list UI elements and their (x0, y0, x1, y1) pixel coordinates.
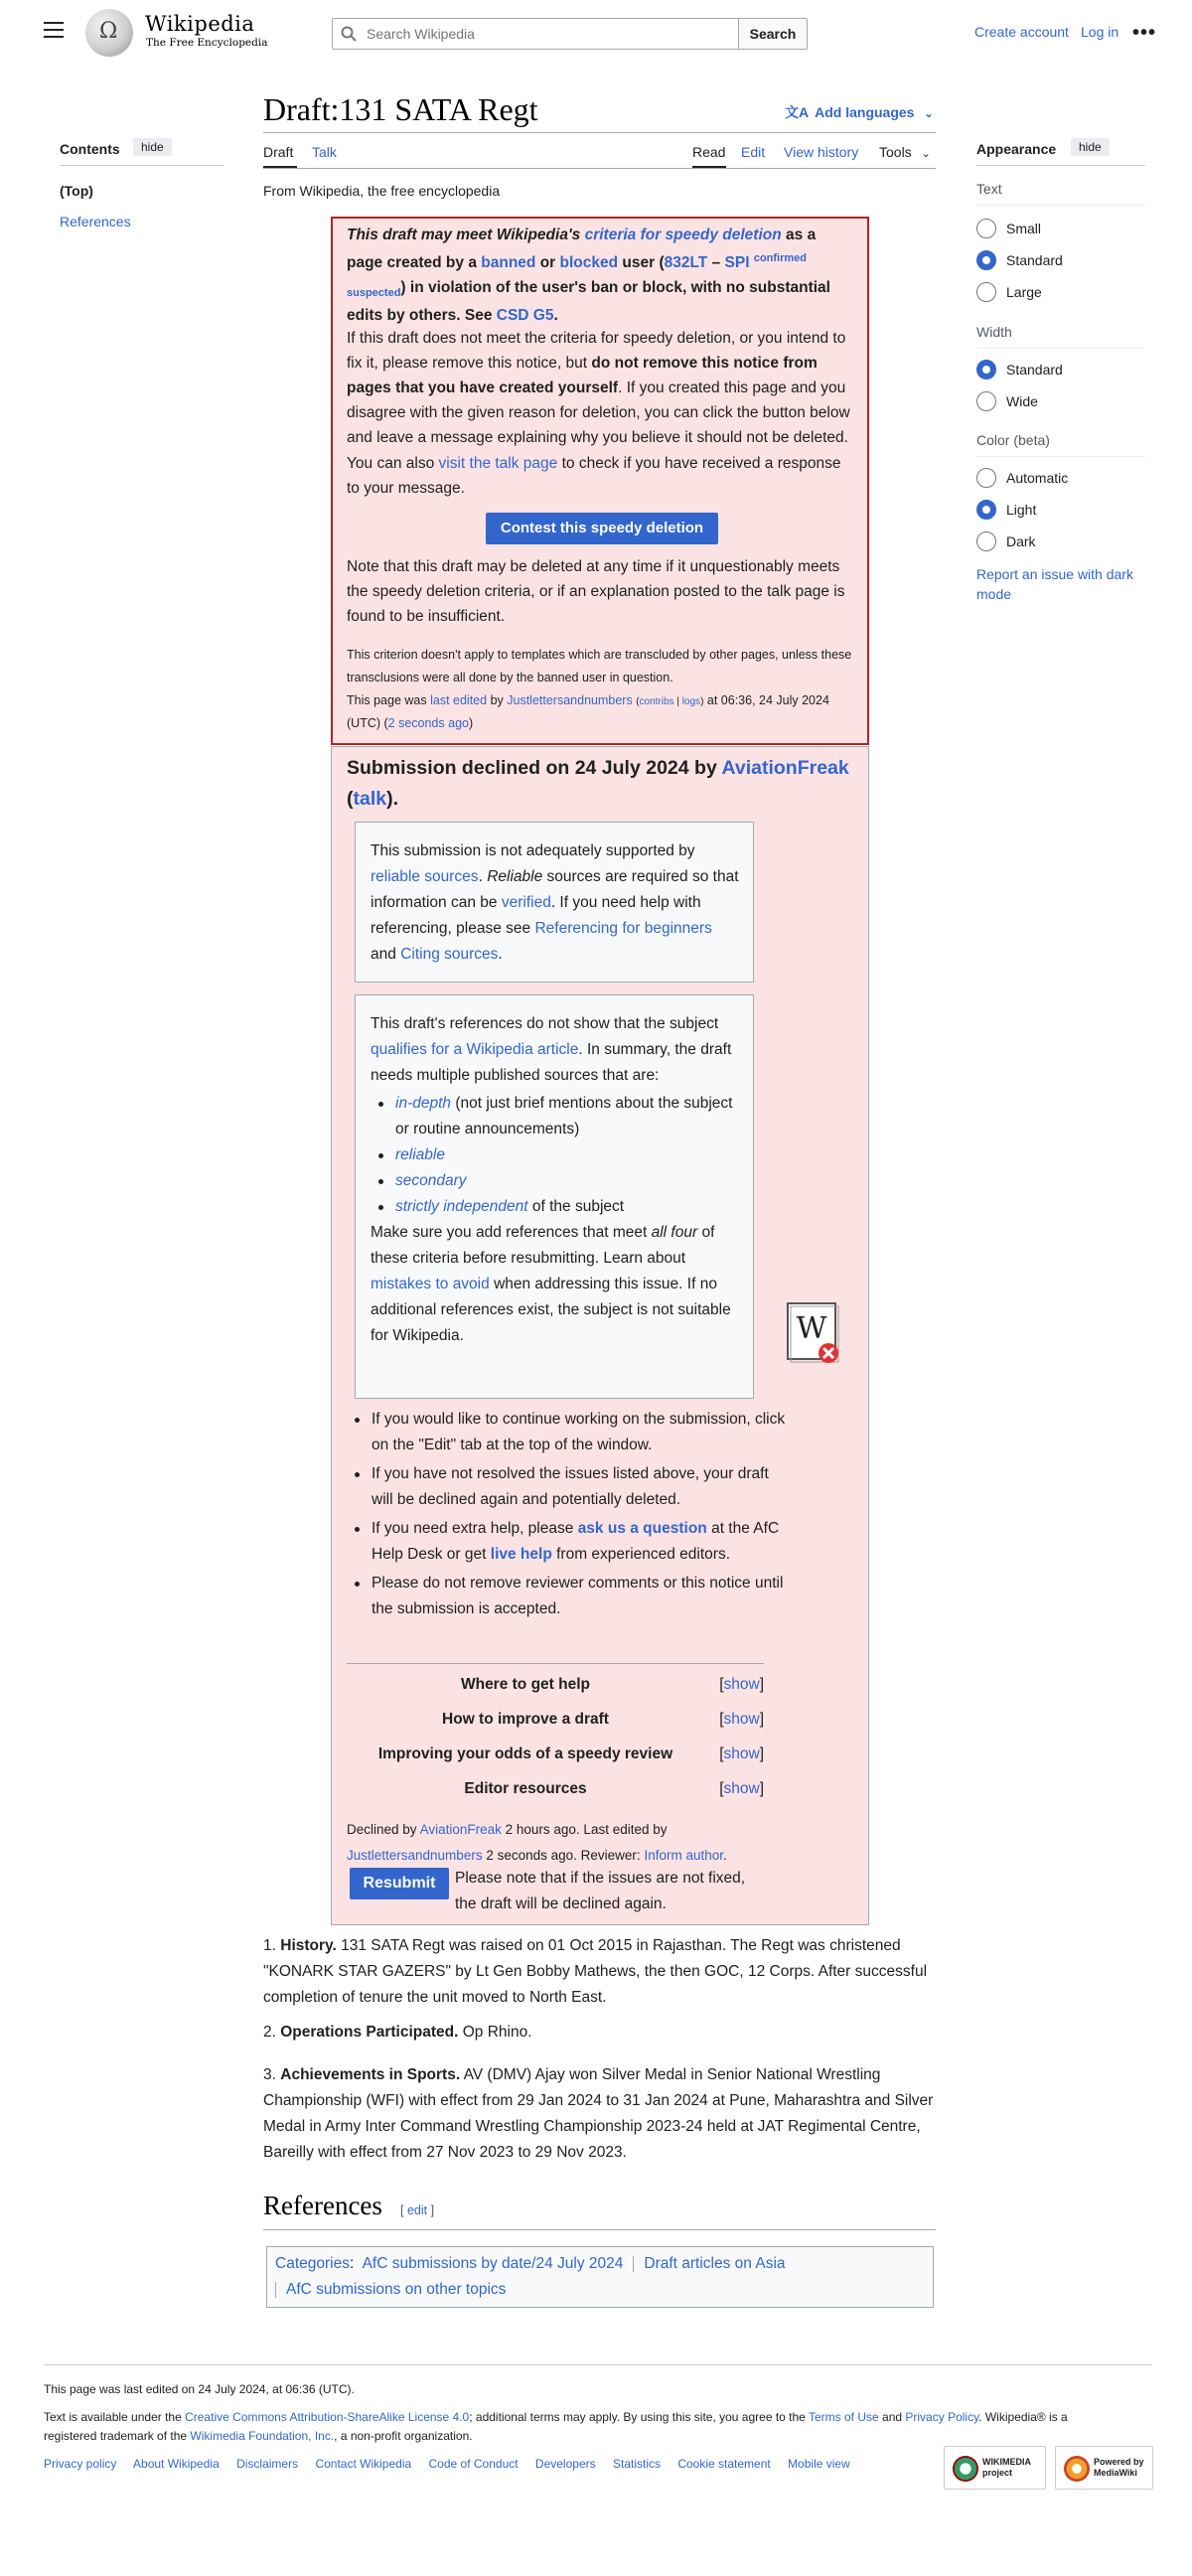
search-button[interactable]: Search (738, 18, 808, 50)
color-automatic[interactable] (976, 468, 1068, 488)
reason-text: . In summary, the draft needs multiple published sources that are: (371, 1041, 732, 1085)
blocked-link[interactable]: blocked (559, 254, 619, 272)
section-text: Op Rhino. (462, 2024, 532, 2041)
reason-text: . (498, 946, 503, 964)
contribs-link[interactable]: contribs (639, 696, 674, 707)
qualifies-for-article-link[interactable]: qualifies for a Wikipedia article (371, 1041, 579, 1059)
appearance-divider (976, 165, 1145, 166)
citing-sources-link[interactable]: Citing sources (400, 946, 499, 964)
show-toggle[interactable]: [show] (719, 1676, 764, 1693)
reliable-link[interactable]: reliable (395, 1146, 445, 1164)
wikimedia-foundation-link[interactable]: Wikimedia Foundation, Inc. (190, 2428, 335, 2443)
color-divider (976, 456, 1145, 457)
declined-text: 2 seconds ago. Reviewer: (486, 1847, 641, 1863)
tab-read[interactable]: Read (692, 144, 726, 160)
decline-instructions (372, 1407, 791, 1622)
privacy-policy-link[interactable]: Privacy Policy (905, 2410, 979, 2424)
category-separator (275, 2282, 276, 2298)
section-sports (263, 2062, 936, 2166)
category-separator (633, 2256, 634, 2272)
wikipedia-globe-logo[interactable]: Ω (85, 9, 133, 57)
radio-icon (976, 219, 996, 238)
list-item: Please do not remove reviewer comments or this notice until the submission is accepted. (372, 1571, 791, 1622)
radio-checked-icon (976, 360, 996, 379)
text-size-label: Text (976, 181, 1002, 197)
reviewer-link[interactable]: AviationFreak (721, 757, 849, 779)
help-row-speedy-review (347, 1745, 764, 1767)
show-link[interactable]: show (723, 1676, 760, 1693)
footer-link-mobile-view[interactable]: Mobile view (788, 2457, 850, 2471)
reason-text: of these criteria before resubmitting. Learn about (371, 1224, 715, 1268)
csd-text: ) (468, 715, 474, 730)
referencing-for-beginners-link[interactable]: Referencing for beginners (534, 920, 712, 938)
help-row-where-to-get-help (347, 1676, 764, 1698)
reliable-sources-link[interactable]: reliable sources (371, 868, 479, 886)
csd-text: at 06:36, 24 July 2024 (UTC) ( (347, 693, 829, 730)
license-text: ; additional terms may apply. By using this site, you agree to the (469, 2410, 806, 2424)
criteria-text: (not just brief mentions about the subject or routine announcements) (395, 1095, 733, 1138)
afc-decline-notice (331, 746, 869, 1925)
chevron-down-icon: ⌄ (921, 148, 931, 160)
wikimedia-project-badge[interactable] (944, 2446, 1046, 2490)
toc-item-references[interactable]: References (60, 214, 131, 229)
show-link[interactable]: show (723, 1711, 760, 1728)
radio-label: Automatic (1006, 470, 1069, 486)
footer-link-disclaimers[interactable]: Disclaimers (236, 2457, 299, 2471)
edit-section-link[interactable]: edit (406, 2203, 428, 2217)
show-link[interactable]: show (723, 1745, 760, 1762)
section-number: 3. (263, 2066, 276, 2083)
license-text: . Wikipedia® is a registered trademark of the (44, 2410, 1068, 2443)
csd-text: or (539, 254, 556, 272)
reviewer-talk-link[interactable]: talk (353, 788, 387, 811)
category-link[interactable]: AfC submissions by date/24 July 2024 (362, 2255, 624, 2272)
radio-label: Standard (1006, 252, 1063, 268)
section-text: AV (DMV) Ajay won Silver Medal in Senior National Wrestling Championship (WFI) with effect from 29 Jan 2024 to 31 Jan 2024 at Pune, Maharashtra and Silver Medal in Army Inter Command Wrestling Championship 2023-24 held at JAT Regimental Centre, Bareilly with effect from 27 Nov 2023 to 29 Nov 2023. (263, 2066, 934, 2162)
references-divider (263, 2229, 936, 2230)
section-heading: History. (280, 1937, 337, 1954)
powered-by-mediawiki-badge[interactable] (1055, 2446, 1153, 2490)
section-text: 131 SATA Regt was raised on 01 Oct 2015 in Rajasthan. The Regt was christened "KONARK STAR GAZERS" by Lt Gen Bobby Mathews, the then GOC, 12 Corps. After successful completion of tenure the unit moved to North East. (263, 1937, 928, 2007)
show-link[interactable]: show (723, 1780, 760, 1797)
radio-icon (976, 531, 996, 551)
tools-dropdown[interactable] (879, 144, 931, 160)
reason-text: . (478, 868, 488, 886)
criteria-list (395, 1091, 740, 1220)
csd-criteria-text (347, 223, 853, 329)
footer-link-statistics[interactable]: Statistics (612, 2457, 661, 2471)
section-history (263, 1933, 936, 2011)
chevron-down-icon: ⌄ (924, 108, 934, 120)
csd-warning: do not remove this notice from pages that you have created yourself (347, 355, 818, 397)
color-light[interactable] (976, 500, 1036, 520)
strictly-independent-link[interactable]: strictly independent (395, 1198, 528, 1216)
csd-text: user ( (622, 254, 665, 272)
help-row-editor-resources (347, 1780, 764, 1802)
mediawiki-logo-icon (1064, 2456, 1090, 2482)
reason-text: and (371, 946, 396, 964)
help-divider (347, 1663, 764, 1664)
radio-label: Large (1006, 284, 1042, 300)
site-header (0, 0, 1192, 66)
references-heading: References (263, 2191, 382, 2220)
tools-label: Tools (879, 144, 912, 160)
svg-text:W: W (796, 1311, 827, 1346)
log-in-link[interactable]: Log in (1081, 24, 1119, 40)
help-row-title: Editor resources (464, 1780, 587, 1797)
mediawiki-badge-text: Powered by MediaWiki (1094, 2457, 1144, 2478)
appearance-title: Appearance (976, 141, 1057, 157)
ask-a-question-link[interactable]: ask us a question (577, 1520, 707, 1538)
wikipedia-tagline: The Free Encyclopedia (146, 37, 268, 49)
csd-note: Note that this draft may be deleted at any time if it unquestionably meets the speedy deletion criteria, or if an explanation posted to the talk page is found to be insufficient. (347, 558, 845, 626)
footer-link-contact[interactable]: Contact Wikipedia (315, 2457, 412, 2471)
logs-link[interactable]: logs (681, 696, 701, 707)
toc-title: Contents (60, 141, 120, 157)
categories-link[interactable]: Categories (275, 2255, 350, 2272)
csd-last-edited: This page was last edited by Justlettersandnumbers (contribs | logs) at 06:36, 24 July 2024 (UTC) (2 seconds ago) (347, 693, 829, 730)
declining-reviewer-link[interactable]: AviationFreak (419, 1822, 502, 1837)
decline-heading-text: ). (386, 788, 399, 811)
radio-checked-icon (976, 250, 996, 270)
decline-reason-notability (355, 994, 754, 1399)
footer-license (44, 2408, 1117, 2445)
csd-instructions (347, 326, 853, 501)
declined-text: 2 hours ago. Last edited by (505, 1822, 668, 1837)
section-number: 2. (263, 2024, 276, 2041)
reason-emphasis: Reliable (487, 868, 543, 886)
toc-divider (60, 165, 224, 166)
csd-text: If this draft does not meet the criteria for speedy deletion, or you intend to fix it, please remove this notice, but (347, 330, 846, 373)
license-text: and (882, 2410, 903, 2424)
add-languages-button[interactable] (785, 102, 934, 122)
spi-confirmed-link[interactable]: confirmed (753, 252, 808, 265)
main-menu-icon[interactable] (44, 22, 64, 40)
radio-label: Dark (1006, 533, 1036, 549)
color-dark[interactable] (976, 531, 1036, 551)
page-title: Draft:131 SATA Regt (263, 91, 538, 127)
secondary-link[interactable]: secondary (395, 1172, 467, 1190)
user-832lt-link[interactable]: 832LT (664, 254, 708, 272)
csd-text: This page was (347, 693, 427, 707)
tab-view-history[interactable]: View history (784, 144, 859, 160)
csd-text: to check if you have received a response to your message. (347, 454, 841, 497)
notability-text (371, 1011, 740, 1349)
csd-criterion-note: This criterion doesn't apply to templates which are transcluded by other pages, unless these transclusions were all done by the banned user in question. (347, 648, 852, 684)
category-link[interactable]: AfC submissions on other topics (286, 2281, 507, 2299)
width-divider (976, 348, 1145, 349)
csd-text: – (711, 254, 721, 272)
tab-draft[interactable]: Draft (263, 144, 294, 160)
appearance-hide-button[interactable]: hide (1071, 138, 1110, 156)
category-link[interactable]: Draft articles on Asia (644, 2255, 786, 2272)
color-label: Color (beta) (976, 432, 1050, 448)
search-input[interactable] (365, 19, 732, 49)
cc-by-sa-link[interactable]: Creative Commons Attribution-ShareAlike License 4.0 (185, 2410, 470, 2424)
language-icon: 文A (785, 104, 810, 120)
decline-heading: Submission declined on 24 July 2024 by AviationFreak (talk). (347, 757, 849, 811)
verified-link[interactable]: verified (501, 894, 551, 912)
help-row-improve-draft (347, 1711, 764, 1733)
site-sub: From Wikipedia, the free encyclopedia (263, 183, 501, 199)
category-links: Categories: AfC submissions by date/24 July 2024 Draft articles on Asia AfC submissions on other topics (266, 2246, 934, 2308)
spi-suspected-link[interactable]: suspected (347, 287, 401, 300)
reason-text: Make sure you add references that meet (371, 1224, 648, 1242)
instruction-text: from experienced editors. (556, 1546, 730, 1564)
inform-author-link[interactable]: Inform author (644, 1847, 723, 1863)
list-item (372, 1516, 791, 1568)
reason-text: This draft's references do not show that the subject (371, 1015, 719, 1032)
width-label: Width (976, 324, 1012, 340)
references-edit: [ edit ] (400, 2203, 435, 2217)
reason-text: This submission is not adequately supported by (371, 842, 695, 859)
last-editor-link[interactable]: Justlettersandnumbers (347, 1847, 483, 1863)
text-size-standard[interactable] (976, 250, 1063, 270)
radio-label: Standard (1006, 362, 1063, 378)
footer-divider (44, 2364, 1152, 2365)
text-size-large[interactable] (976, 282, 1042, 302)
tabs-divider (263, 168, 936, 169)
terms-of-use-link[interactable]: Terms of Use (808, 2410, 879, 2424)
show-toggle[interactable]: [show] (719, 1745, 764, 1762)
banned-link[interactable]: banned (481, 254, 536, 272)
csd-text: as a page created by a (347, 227, 817, 272)
show-toggle[interactable]: [show] (719, 1711, 764, 1728)
footer-links (44, 2457, 864, 2471)
reason-emphasis: all four (651, 1224, 698, 1242)
decline-heading-text: Submission declined on 24 July 2024 by (347, 757, 717, 779)
live-help-link[interactable]: live help (490, 1546, 552, 1564)
last-edited-link[interactable]: last edited (430, 693, 488, 707)
instruction-text: at the AfC Help Desk or get (372, 1520, 780, 1564)
list-item (395, 1142, 740, 1168)
section-heading: Achievements in Sports. (280, 2066, 461, 2083)
criteria-text: of the subject (531, 1198, 625, 1216)
search-box (332, 18, 739, 50)
declined-by-line: Declined by AviationFreak 2 hours ago. Last edited by Justlettersandnumbers 2 seconds ago. Reviewer: Inform author. (347, 1822, 727, 1863)
footer-link-developers[interactable]: Developers (534, 2457, 596, 2471)
wikipedia-declined-icon (785, 1300, 840, 1366)
radio-icon (976, 282, 996, 302)
license-text: Text is available under the (44, 2410, 182, 2424)
seconds-ago-link[interactable]: 2 seconds ago (387, 715, 469, 730)
contest-speedy-deletion-button[interactable]: Contest this speedy deletion (486, 513, 718, 544)
add-languages-label: Add languages (815, 104, 915, 120)
list-item: If you have not resolved the issues listed above, your draft will be declined again and potentially deleted. (372, 1461, 791, 1513)
csd-g5-link[interactable]: CSD G5 (496, 307, 554, 325)
footer-link-about[interactable]: About Wikipedia (133, 2457, 220, 2471)
reason-text: when addressing this issue. If no additional references exist, the subject is not suitable for Wikipedia. (371, 1276, 731, 1345)
help-row-title: How to improve a draft (442, 1711, 609, 1728)
spi-link[interactable]: SPI (724, 254, 750, 272)
list-item (395, 1168, 740, 1194)
help-row-title: Where to get help (460, 1676, 591, 1693)
visit-talk-page-link[interactable]: visit the talk page (438, 454, 558, 472)
width-wide[interactable] (976, 391, 1038, 411)
csd-text: . If you created this page and you disagree with the given reason for deletion, you can click the button below and leave a message explaining why you believe it should not be deleted. You can also (347, 379, 850, 472)
csd-intro: This draft may meet Wikipedia's (347, 227, 581, 243)
search-icon (341, 26, 357, 42)
show-toggle[interactable]: [show] (719, 1780, 764, 1797)
help-row-title: Improving your odds of a speedy review (377, 1745, 673, 1762)
in-depth-link[interactable]: in-depth (395, 1095, 452, 1113)
footer-last-edited: This page was last edited on 24 July 2024, at 06:36 (UTC). (44, 2382, 355, 2396)
report-dark-mode-issue-link[interactable]: Report an issue with dark mode (976, 566, 1133, 603)
tab-talk[interactable]: Talk (312, 144, 337, 160)
license-text: , a non-profit organization. (334, 2428, 473, 2443)
section-heading: Operations Participated. (280, 2024, 459, 2041)
radio-label: Small (1006, 221, 1042, 236)
radio-checked-icon (976, 500, 996, 520)
csd-text: . (553, 307, 558, 325)
reason-text: sources are required so that information can be (371, 868, 739, 912)
speedy-deletion-notice (331, 217, 869, 745)
title-divider (263, 132, 936, 133)
csd-text: by (490, 693, 504, 707)
declined-text: Declined by (347, 1822, 417, 1837)
criteria-speedy-deletion-link[interactable]: criteria for speedy deletion (584, 227, 782, 243)
radio-icon (976, 391, 996, 411)
resubmit-note: Please note that if the issues are not fixed, the draft will be declined again. (455, 1870, 746, 1913)
footer-link-cookie-statement[interactable]: Cookie statement (677, 2457, 771, 2471)
radio-label: Wide (1006, 393, 1038, 409)
decline-reason-text (371, 838, 740, 968)
tab-edit[interactable]: Edit (741, 144, 766, 160)
section-operations (263, 2020, 936, 2046)
text-size-small[interactable] (976, 219, 1041, 238)
editor-user-link[interactable]: Justlettersandnumbers (507, 693, 633, 707)
list-item (395, 1091, 740, 1142)
footer-link-code-of-conduct[interactable]: Code of Conduct (428, 2457, 519, 2471)
text-size-divider (976, 205, 1145, 206)
csd-text: ) in violation of the user's ban or block, with no substantial edits by others. See (347, 279, 830, 325)
toc-hide-button[interactable]: hide (133, 138, 172, 156)
instruction-text: If you need extra help, please (372, 1520, 574, 1538)
footer-link-privacy[interactable]: Privacy policy (44, 2457, 117, 2471)
wikimedia-badge-text: WIKIMEDIA project (982, 2457, 1031, 2478)
wikipedia-wordmark[interactable]: Wikipedia (145, 12, 255, 36)
mistakes-to-avoid-link[interactable]: mistakes to avoid (371, 1276, 490, 1293)
create-account-link[interactable]: Create account (974, 24, 1069, 40)
reason-text: . If you need help with referencing, please see (371, 894, 701, 938)
list-item: If you would like to continue working on the submission, click on the "Edit" tab at the top of the window. (372, 1407, 791, 1458)
section-number: 1. (263, 1937, 276, 1954)
list-item (395, 1194, 740, 1220)
more-options-icon[interactable]: ••• (1132, 22, 1157, 44)
decline-reason-sources (355, 822, 754, 983)
radio-icon (976, 468, 996, 488)
width-standard[interactable] (976, 360, 1063, 379)
wikimedia-logo-icon (953, 2456, 978, 2482)
resubmit-button[interactable]: Resubmit (350, 1868, 449, 1899)
radio-label: Light (1006, 502, 1037, 518)
toc-item-top[interactable]: (Top) (60, 183, 93, 199)
